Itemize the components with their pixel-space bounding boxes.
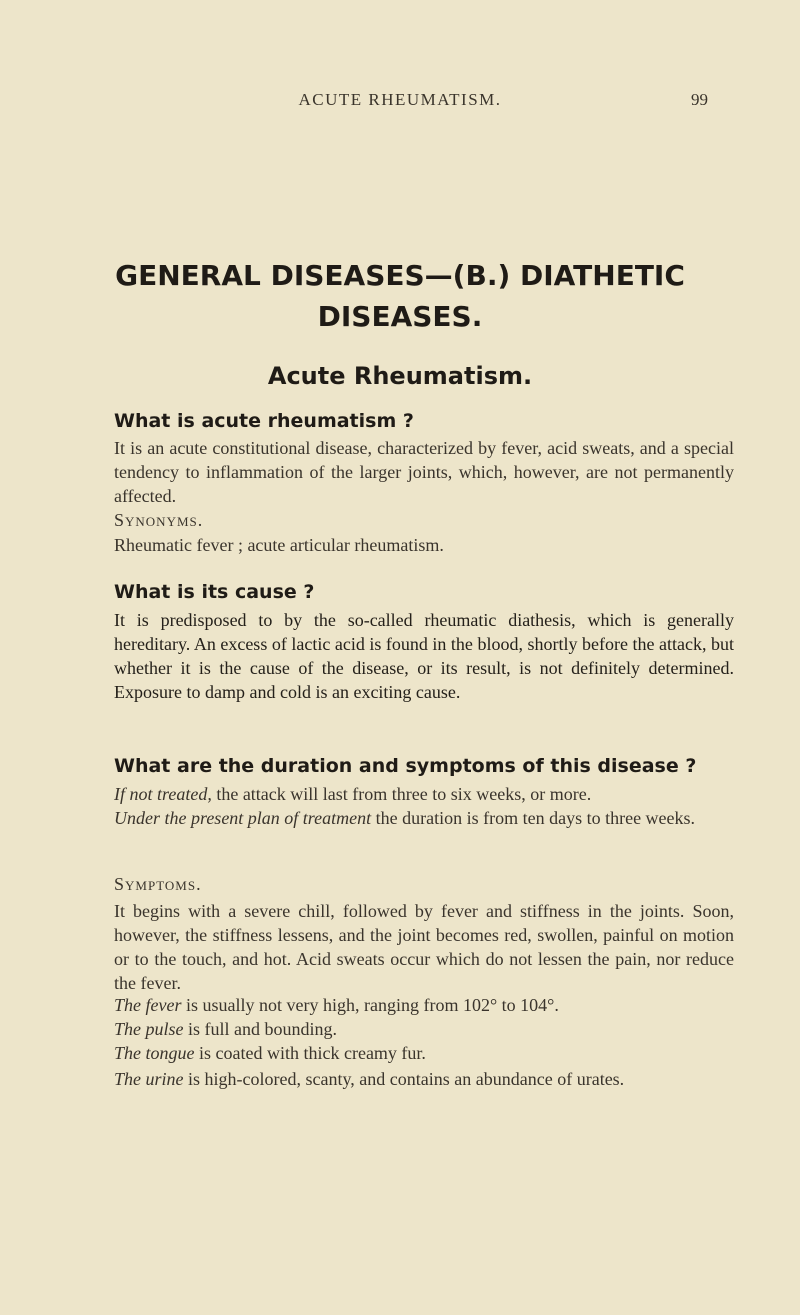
urine-lead: The urine	[114, 1069, 184, 1089]
tongue-line	[114, 1043, 734, 1064]
running-head	[0, 90, 800, 120]
question-cause: What is its cause ?	[114, 581, 315, 603]
duration-treated-rest: the duration is from ten days to three weeks.	[371, 808, 696, 828]
symptoms-heading: Symptoms.	[114, 874, 202, 894]
chapter-title: Acute Rheumatism.	[267, 362, 533, 390]
section-title: GENERAL DISEASES—(B.) DIATHETIC DISEASES.	[115, 259, 685, 333]
fever-rest: is usually not very high, ranging from 102° to 104°.	[181, 995, 559, 1015]
tongue-lead: The tongue	[114, 1043, 195, 1063]
duration-untreated-rest: the attack will last from three to six weeks, or more.	[211, 784, 592, 804]
synonyms-text: Rheumatic fever ; acute articular rheumatism.	[114, 535, 444, 555]
urine-rest: is high-colored, scanty, and contains an abundance of urates.	[183, 1069, 625, 1089]
pulse-lead: The pulse	[114, 1019, 184, 1039]
synonyms-heading: Synonyms.	[114, 510, 204, 530]
duration-treated	[114, 806, 734, 830]
answer-cause: It is predisposed to by the so-called rheumatic diathesis, which is generally hereditary. An excess of lactic acid is found in the blood, shortly before the attack, but whether it is the cause of the disease, or its result, is not definitely determined. Exposure to damp and cold is an exciting cause.	[114, 610, 734, 702]
symptoms-text: It begins with a severe chill, followed by fever and stiffness in the joints. Soon, however, the stiffness lessens, and the joint becomes red, swollen, painful on motion or to the touch, and hot. Acid sweats occur which do not lessen the pain, nor reduce the fever.	[114, 901, 734, 993]
duration-untreated	[114, 782, 734, 806]
running-title: ACUTE RHEUMATISM.	[298, 90, 502, 109]
answer-definition: It is an acute constitutional disease, characterized by fever, acid sweats, and a special tendency to inflammation of the larger joints, which, however, are not permanently affected.	[114, 438, 734, 506]
question-definition: What is acute rheumatism ?	[114, 410, 414, 432]
page-number: 99	[691, 90, 708, 109]
question-duration-symptoms: What are the duration and symptoms of this disease ?	[114, 755, 697, 777]
duration-untreated-lead: If not treated,	[114, 784, 212, 804]
fever-line	[114, 995, 734, 1016]
fever-lead: The fever	[114, 995, 182, 1015]
tongue-rest: is coated with thick creamy fur.	[194, 1043, 426, 1063]
pulse-rest: is full and bounding.	[183, 1019, 337, 1039]
duration-treated-lead: Under the present plan of treatment	[114, 808, 372, 828]
urine-line	[114, 1067, 734, 1091]
pulse-line	[114, 1019, 734, 1040]
